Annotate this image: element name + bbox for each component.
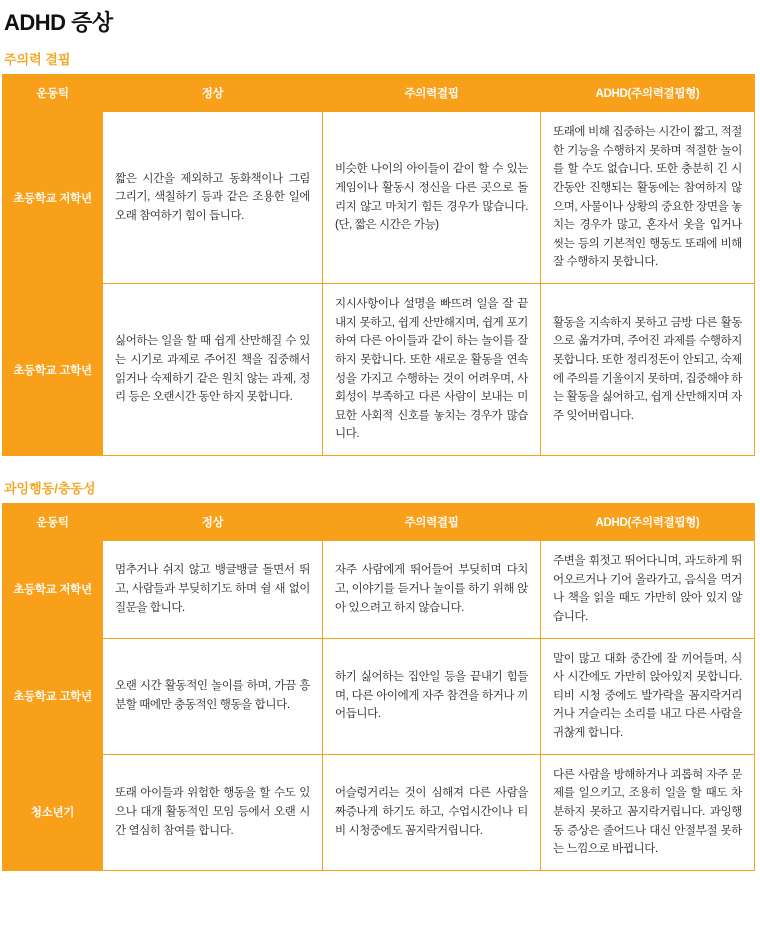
cell-normal: 오랜 시간 활동적인 놀이를 하며, 가끔 흥분할 때에만 충동적인 행동을 합니다. — [103, 638, 323, 754]
cell-attention-deficit: 비슷한 나이의 아이들이 같이 할 수 있는 게임이나 활동시 정신을 다른 곳으로 돌리지 않고 마치기 힘든 경우가 많습니다. (단, 짧은 시간은 가능) — [323, 112, 541, 284]
cell-adhd: 다른 사람을 방해하거나 괴롭혀 자주 문제를 일으키고, 조용히 일을 할 때도 차분하지 못하고 꼼지락거립니다. 과잉행동 증상은 줄어드나 대신 안절부절 못하는 느낌으로 바뀝니다. — [541, 754, 755, 870]
column-header-attention-deficit: 주의력결핍 — [323, 504, 541, 541]
table-header-row — [3, 75, 755, 112]
column-header-normal: 정상 — [103, 504, 323, 541]
cell-attention-deficit: 지시사항이나 설명을 빠뜨려 일을 잘 끝내지 못하고, 쉽게 산만해지며, 쉽게 포기하여 다른 아이들과 같이 하는 놀이를 잘 하지 못합니다. 또한 새로운 활동을 연속성을 가지고 수행하는 것이 어려우며, 사회성이 부족하고 다른 사람이 보내는 미묘한 사회적 신호를 놓치는 경우가 많습니다. — [323, 284, 541, 456]
table-row — [3, 638, 755, 754]
table-row — [3, 541, 755, 639]
row-header-upper-elementary: 초등학교 고학년 — [3, 638, 103, 754]
row-header-upper-elementary: 초등학교 고학년 — [3, 284, 103, 456]
table-attention-deficit — [2, 74, 755, 456]
row-header-lower-elementary: 초등학교 저학년 — [3, 541, 103, 639]
section-title-attention-deficit: 주의력 결핍 — [4, 52, 71, 67]
column-header-adhd: ADHD(주의력결핍형) — [541, 504, 755, 541]
cell-attention-deficit: 자주 사람에게 뛰어들어 부딪히며 다치고, 이야기를 듣거나 놀이를 하기 위해 앉아 있으려고 하지 않습니다. — [323, 541, 541, 639]
table-header-row — [3, 504, 755, 541]
cell-normal: 짧은 시간을 제외하고 동화책이나 그림 그리기, 색칠하기 등과 같은 조용한 일에 오래 참여하기 힘이 듭니다. — [103, 112, 323, 284]
cell-adhd: 말이 많고 대화 중간에 잘 끼어들며, 식사 시간에도 가만히 앉아있지 못합니다. 티비 시청 중에도 발가락을 꼼지락거리거나 거슬리는 소리를 내고 다른 사람을 귀찮게 합니다. — [541, 638, 755, 754]
table-row — [3, 284, 755, 456]
table-hyperactivity — [2, 503, 755, 871]
cell-normal: 싫어하는 일을 할 때 쉽게 산만해질 수 있는 시기로 과제로 주어진 책을 집중해서 읽거나 숙제하기 같은 원치 않는 과제, 정리 등은 오랜시간 동안 하지 못합니다. — [103, 284, 323, 456]
cell-adhd: 또래에 비해 집중하는 시간이 짧고, 적절한 기능을 수행하지 못하며 적절한 놀이를 할 수도 없습니다. 또한 충분히 긴 시간동안 진행되는 활동에는 참여하지 않으며, 사물이나 상황의 중요한 장면을 놓치는 경우가 많고, 혼자서 옷을 입거나 씻는 등의 기본적인 행동도 또래에 비해 잘 수행하지 못합니다. — [541, 112, 755, 284]
cell-attention-deficit: 하기 싫어하는 집안일 등을 끝내기 힘들며, 다른 아이에게 자주 참견을 하거나 끼어듭니다. — [323, 638, 541, 754]
row-header-adolescence: 청소년기 — [3, 754, 103, 870]
column-header-motor-tic: 운동틱 — [3, 75, 103, 112]
cell-normal: 또래 아이들과 위험한 행동을 할 수도 있으나 대개 활동적인 모임 등에서 오랜 시간 열심히 참여를 합니다. — [103, 754, 323, 870]
cell-adhd: 주변을 휘젓고 뛰어다니며, 과도하게 뛰어오르거나 기어 올라가고, 음식을 먹거나 책을 읽을 때도 가만히 앉아 있지 않습니다. — [541, 541, 755, 639]
section-spacer — [0, 456, 760, 466]
column-header-motor-tic: 운동틱 — [3, 504, 103, 541]
table-row — [3, 754, 755, 870]
row-header-lower-elementary: 초등학교 저학년 — [3, 112, 103, 284]
cell-normal: 멈추거나 쉬지 않고 뱅글뱅글 돌면서 뛰고, 사람들과 부딪히기도 하며 쉴 새 없이 질문을 합니다. — [103, 541, 323, 639]
cell-attention-deficit: 어슬렁거리는 것이 심해져 다른 사람을 짜증나게 하기도 하고, 수업시간이나 티비 시청중에도 꼼지락거립니다. — [323, 754, 541, 870]
page-title: ADHD 증상 — [4, 10, 113, 35]
document-page — [0, 6, 760, 871]
section-title-hyperactivity: 과잉행동/충동성 — [4, 481, 96, 496]
cell-adhd: 활동을 지속하지 못하고 금방 다른 활동으로 옮겨가며, 주어진 과제를 수행하지 못합니다. 또한 정리정돈이 안되고, 숙제에 주의를 기울이지 못하며, 집중해야 하는 활동을 싫어하고, 쉽게 산만해지며 자주 잊어버립니다. — [541, 284, 755, 456]
table-row — [3, 112, 755, 284]
column-header-adhd: ADHD(주의력결핍형) — [541, 75, 755, 112]
column-header-attention-deficit: 주의력결핍 — [323, 75, 541, 112]
column-header-normal: 정상 — [103, 75, 323, 112]
